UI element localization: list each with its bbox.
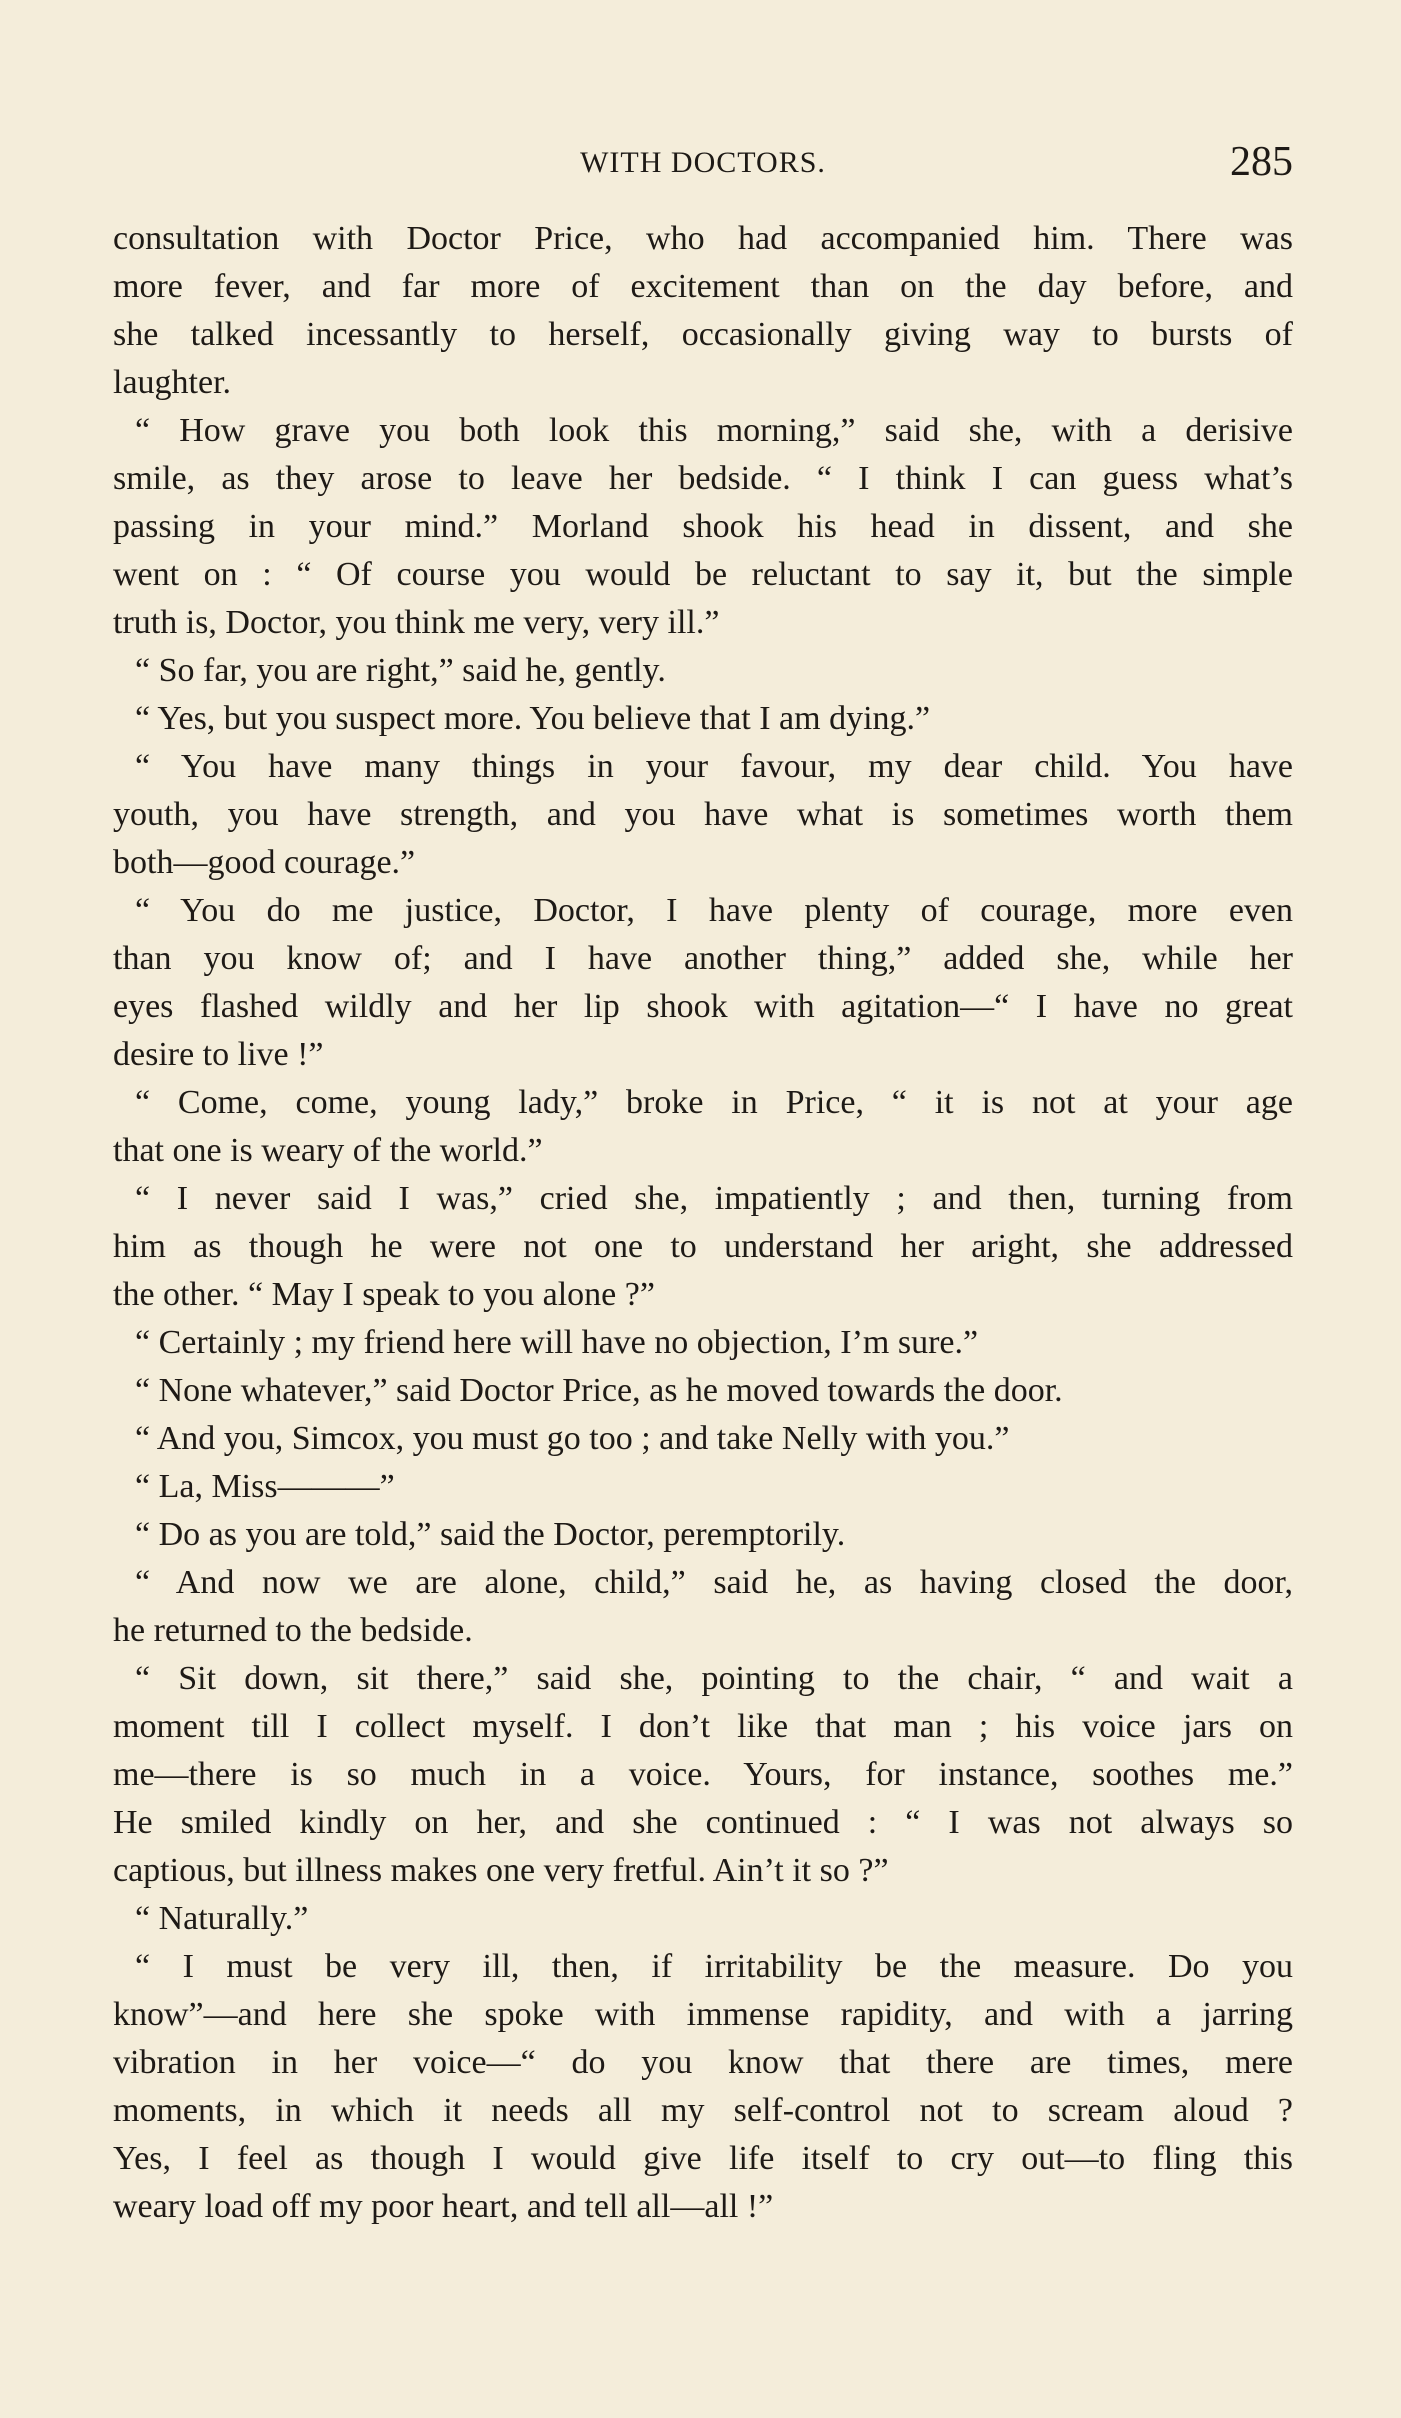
text-line: she talked incessantly to herself, occasionally giving way to bursts of	[113, 316, 1293, 353]
text-line: “ You have many things in your favour, my dear child. You have	[135, 748, 1293, 785]
body-text	[113, 215, 1293, 2231]
text-line: passing in your mind.” Morland shook his head in dissent, and she	[113, 508, 1293, 545]
text-line: He smiled kindly on her, and she continued : “ I was not always so	[113, 1804, 1293, 1841]
text-line: he returned to the bedside.	[113, 1612, 473, 1649]
text-line: than you know of; and I have another thing,” added she, while her	[113, 940, 1293, 977]
text-line: “ Naturally.”	[135, 1900, 309, 1937]
text-line: him as though he were not one to understand her aright, she addressed	[113, 1228, 1293, 1265]
text-line: “ So far, you are right,” said he, gently.	[135, 652, 666, 689]
text-line: the other. “ May I speak to you alone ?”	[113, 1276, 655, 1313]
text-line: “ How grave you both look this morning,” said she, with a derisive	[135, 412, 1293, 449]
text-line: went on : “ Of course you would be reluctant to say it, but the simple	[113, 556, 1293, 593]
page-number: 285	[1230, 139, 1293, 185]
text-line: captious, but illness makes one very fretful. Ain’t it so ?”	[113, 1852, 889, 1889]
text-line: that one is weary of the world.”	[113, 1132, 543, 1169]
text-line: “ Yes, but you suspect more. You believe that I am dying.”	[135, 700, 931, 737]
text-line: truth is, Doctor, you think me very, very ill.”	[113, 604, 720, 641]
text-line: “ Come, come, young lady,” broke in Price, “ it is not at your age	[135, 1084, 1293, 1121]
text-line: “ And you, Simcox, you must go too ; and take Nelly with you.”	[135, 1420, 1010, 1457]
text-line: “ La, Miss———”	[135, 1468, 395, 1505]
text-line: “ Sit down, sit there,” said she, pointing to the chair, “ and wait a	[135, 1660, 1293, 1697]
text-line: weary load off my poor heart, and tell all—all !”	[113, 2188, 774, 2225]
text-line: youth, you have strength, and you have what is sometimes worth them	[113, 796, 1293, 833]
text-line: “ You do me justice, Doctor, I have plenty of courage, more even	[135, 892, 1293, 929]
text-line: me—there is so much in a voice. Yours, for instance, soothes me.”	[113, 1756, 1293, 1793]
text-line: know”—and here she spoke with immense rapidity, and with a jarring	[113, 1996, 1293, 2033]
text-line: smile, as they arose to leave her bedside. “ I think I can guess what’s	[113, 460, 1293, 497]
text-line: “ And now we are alone, child,” said he, as having closed the door,	[135, 1564, 1293, 1601]
text-line: laughter.	[113, 364, 232, 401]
text-line: “ Certainly ; my friend here will have no objection, I’m sure.”	[135, 1324, 979, 1361]
running-head	[113, 138, 1293, 198]
text-line: consultation with Doctor Price, who had accompanied him. There was	[113, 220, 1293, 257]
text-line: “ I must be very ill, then, if irritability be the measure. Do you	[135, 1948, 1293, 1985]
text-line: moments, in which it needs all my self-control not to scream aloud ?	[113, 2092, 1293, 2129]
running-title: WITH DOCTORS.	[580, 146, 826, 179]
text-line: moment till I collect myself. I don’t like that man ; his voice jars on	[113, 1708, 1293, 1745]
text-line: desire to live !”	[113, 1036, 324, 1073]
text-line: “ Do as you are told,” said the Doctor, peremptorily.	[135, 1516, 846, 1553]
text-line: “ I never said I was,” cried she, impatiently ; and then, turning from	[135, 1180, 1293, 1217]
text-line: more fever, and far more of excitement than on the day before, and	[113, 268, 1293, 305]
text-line: vibration in her voice—“ do you know that there are times, mere	[113, 2044, 1293, 2081]
text-line: Yes, I feel as though I would give life itself to cry out—to fling this	[113, 2140, 1293, 2177]
text-line: eyes flashed wildly and her lip shook with agitation—“ I have no great	[113, 988, 1293, 1025]
text-line: both—good courage.”	[113, 844, 416, 881]
text-line: “ None whatever,” said Doctor Price, as he moved towards the door.	[135, 1372, 1063, 1409]
